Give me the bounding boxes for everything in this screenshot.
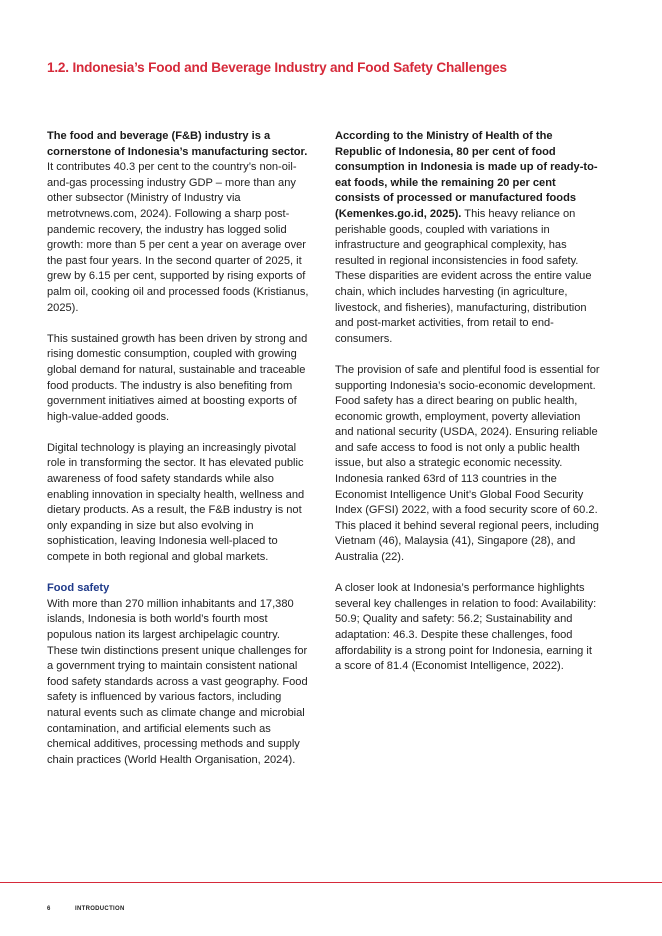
left-paragraph-2: This sustained growth has been driven by strong and rising domestic consumption, coupled with growing global demand for natural, sustainable and traceable food products. The industry is also benefiting from government initiatives aimed at boosting exports of high-value-added goods. bbox=[47, 332, 308, 423]
right-column bbox=[335, 129, 601, 690]
footer-section-label: INTRODUCTION bbox=[75, 906, 125, 912]
page-title: 1.2. Indonesia’s Food and Beverage Industry and Food Safety Challenges bbox=[47, 60, 507, 75]
left-paragraph-4: With more than 270 million inhabitants and 17,380 islands, Indonesia is both world’s fourth most populous nation its largest archipelagic country. These twin distinctions present unique challenges for a government trying to maintain consistent national food safety standards across a vast geography. Food safety is influenced by various factors, including natural events such as climate change and microbial contamination, and artificial elements such as chemical additives, processing methods and supply chain practices (World Health Organisation, 2024). bbox=[47, 597, 308, 766]
food-safety-subheading: Food safety bbox=[47, 582, 110, 595]
right-paragraph-1-bold: According to the Ministry of Health of the Republic of Indonesia, 80 per cent of food consumption in Indonesia is made up of ready-to-eat foods, while the remaining 20 per cent consists of processed or manufactured foods (Kemenkes.go.id, 2025). bbox=[335, 130, 598, 220]
right-paragraph-2: The provision of safe and plentiful food is essential for supporting Indonesia’s socio-economic development. Food safety has a direct bearing on public health, economic growth, employment, poverty alleviation and national security (USDA, 2024). Ensuring reliable and safe access to food is not only a public health issue, but also a strategic economic necessity. Indonesia ranked 63rd of 113 countries in the Economist Intelligence Unit’s Global Food Security Index (GFSI) 2022, with a food security score of 60.2. This placed it behind several regional peers, including Vietnam (46), Malaysia (41), Singapore (28), and Australia (22). bbox=[335, 363, 600, 564]
left-column bbox=[47, 129, 313, 784]
left-paragraph-3: Digital technology is playing an increasingly pivotal role in transforming the sector. It has elevated public awareness of food safety standards while also enabling innovation in specialty health, wellness and dietary products. As a result, the F&B industry is not only expanding in size but also evolving in sophistication, leaving Indonesia well-placed to compete in both regional and global markets. bbox=[47, 441, 305, 564]
left-paragraph-1-bold: The food and beverage (F&B) industry is a cornerstone of Indonesia’s manufacturing sector. bbox=[47, 130, 308, 158]
right-paragraph-3: A closer look at Indonesia’s performance highlights several key challenges in relation to food: Availability: 50.9; Quality and safety: 56.2; Sustainability and adaptation: 46.3. Despite these challenges, food affordability is a strong point for Indonesia, earning it a score of 81.4 (Economist Intelligence, 2022). bbox=[335, 582, 597, 673]
footer-divider bbox=[0, 882, 662, 883]
food-safety-section bbox=[47, 581, 313, 768]
page-number: 6 bbox=[47, 906, 51, 912]
left-paragraph-1 bbox=[47, 129, 313, 316]
left-paragraph-1-text: It contributes 40.3 per cent to the country’s non-oil-and-gas processing industry GDP – more than any other subsector (Ministry of Industry via metrotvnews.com, 2024). Following a sharp post-pandemic recovery, the industry has logged solid growth: more than 5 per cent a year on average over the past four years. In the second quarter of 2025, it grew by 6.15 per cent, supported by rising exports of palm oil, cooking oil and processed foods (Kristianus, 2025). bbox=[47, 161, 309, 314]
right-paragraph-1 bbox=[335, 129, 601, 347]
right-paragraph-1-text: This heavy reliance on perishable goods, coupled with variations in infrastructure and geographical complexity, has resulted in regional inconsistencies in food safety. These disparities are evident across the entire value chain, which includes harvesting (in agriculture, livestock, and fisheries), manufacturing, distribution and post-market activities, from retail to end-consumers. bbox=[335, 207, 592, 345]
